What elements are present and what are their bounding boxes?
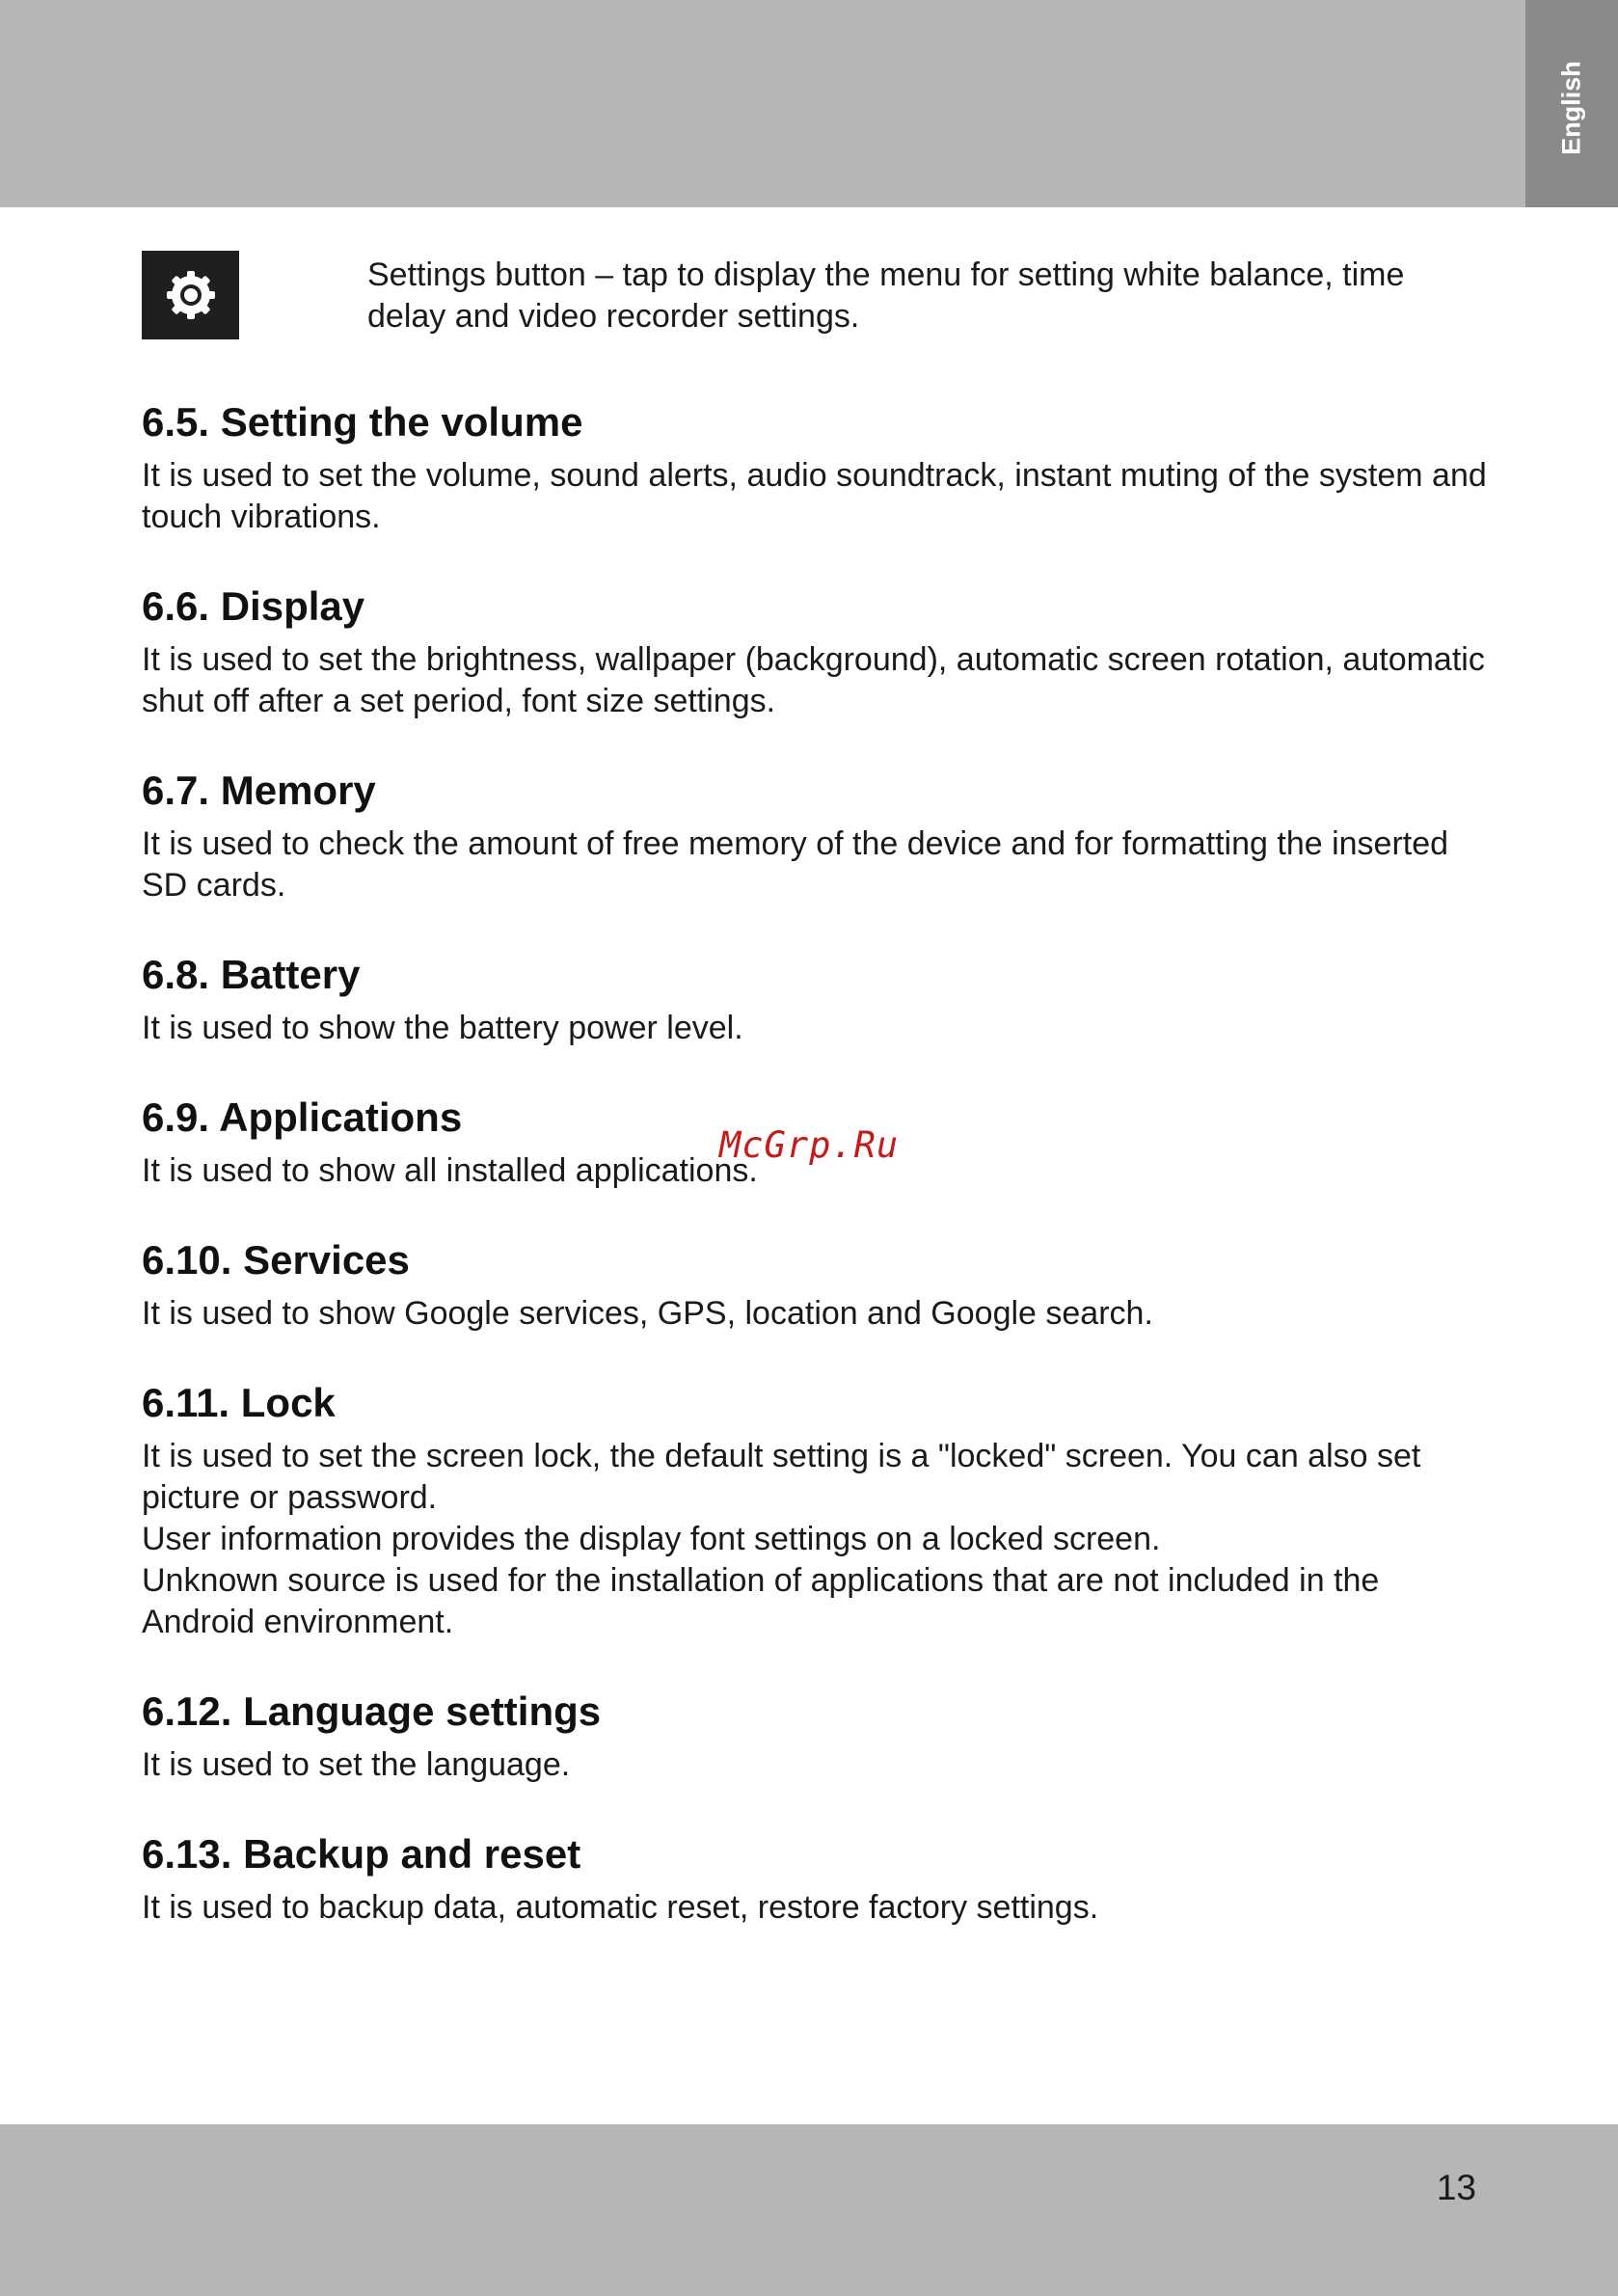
footer-band bbox=[0, 2124, 1618, 2296]
section-memory bbox=[142, 766, 1492, 906]
section-title: 6.11. Lock bbox=[142, 1380, 336, 1425]
section-text: It is used to check the amount of free memory of the device and for formatting the inserted SD cards. bbox=[142, 825, 1449, 904]
section-text: It is used to set the screen lock, the default setting is a "locked" screen. You can also set picture or password. bbox=[142, 1438, 1421, 1516]
section-title: 6.5. Setting the volume bbox=[142, 399, 583, 445]
section-text: It is used to set the brightness, wallpaper (background), automatic screen rotation, automatic shut off after a set period, font size settings. bbox=[142, 641, 1485, 719]
sections-list bbox=[142, 397, 1492, 1972]
section-text: It is used to set the volume, sound alerts, audio soundtrack, instant muting of the system and touch vibrations. bbox=[142, 457, 1487, 535]
section-title: 6.7. Memory bbox=[142, 768, 376, 813]
section-title: 6.12. Language settings bbox=[142, 1688, 602, 1734]
section-backup-reset bbox=[142, 1829, 1492, 1929]
section-display bbox=[142, 581, 1492, 722]
section-services bbox=[142, 1235, 1492, 1335]
language-tab bbox=[1525, 0, 1618, 207]
section-battery bbox=[142, 950, 1492, 1049]
section-title: 6.8. Battery bbox=[142, 952, 361, 997]
section-language-settings bbox=[142, 1687, 1492, 1786]
section-text: It is used to backup data, automatic reset, restore factory settings. bbox=[142, 1889, 1099, 1926]
section-lock bbox=[142, 1378, 1492, 1643]
settings-gear-icon bbox=[142, 251, 239, 339]
section-text: User information provides the display font settings on a locked screen. bbox=[142, 1521, 1161, 1557]
section-text: It is used to show Google services, GPS, location and Google search. bbox=[142, 1295, 1153, 1332]
language-tab-label: English bbox=[1556, 61, 1586, 155]
section-title: 6.10. Services bbox=[142, 1237, 410, 1283]
section-text: Unknown source is used for the installation of applications that are not included in the Android environment. bbox=[142, 1562, 1380, 1640]
section-text: It is used to show the battery power level. bbox=[142, 1010, 743, 1046]
section-title: 6.13. Backup and reset bbox=[142, 1831, 581, 1877]
page-number: 13 bbox=[1436, 2168, 1476, 2207]
settings-button-description: Settings button – tap to display the menu for setting white balance, time delay and video recorder settings. bbox=[367, 257, 1405, 335]
section-title: 6.6. Display bbox=[142, 583, 365, 629]
section-title: 6.9. Applications bbox=[142, 1094, 463, 1140]
header-band bbox=[0, 0, 1618, 207]
section-volume bbox=[142, 397, 1492, 538]
watermark: McGrp.Ru bbox=[719, 1124, 900, 1166]
section-text: It is used to set the language. bbox=[142, 1746, 571, 1783]
section-text: It is used to show all installed applications. bbox=[142, 1152, 758, 1189]
